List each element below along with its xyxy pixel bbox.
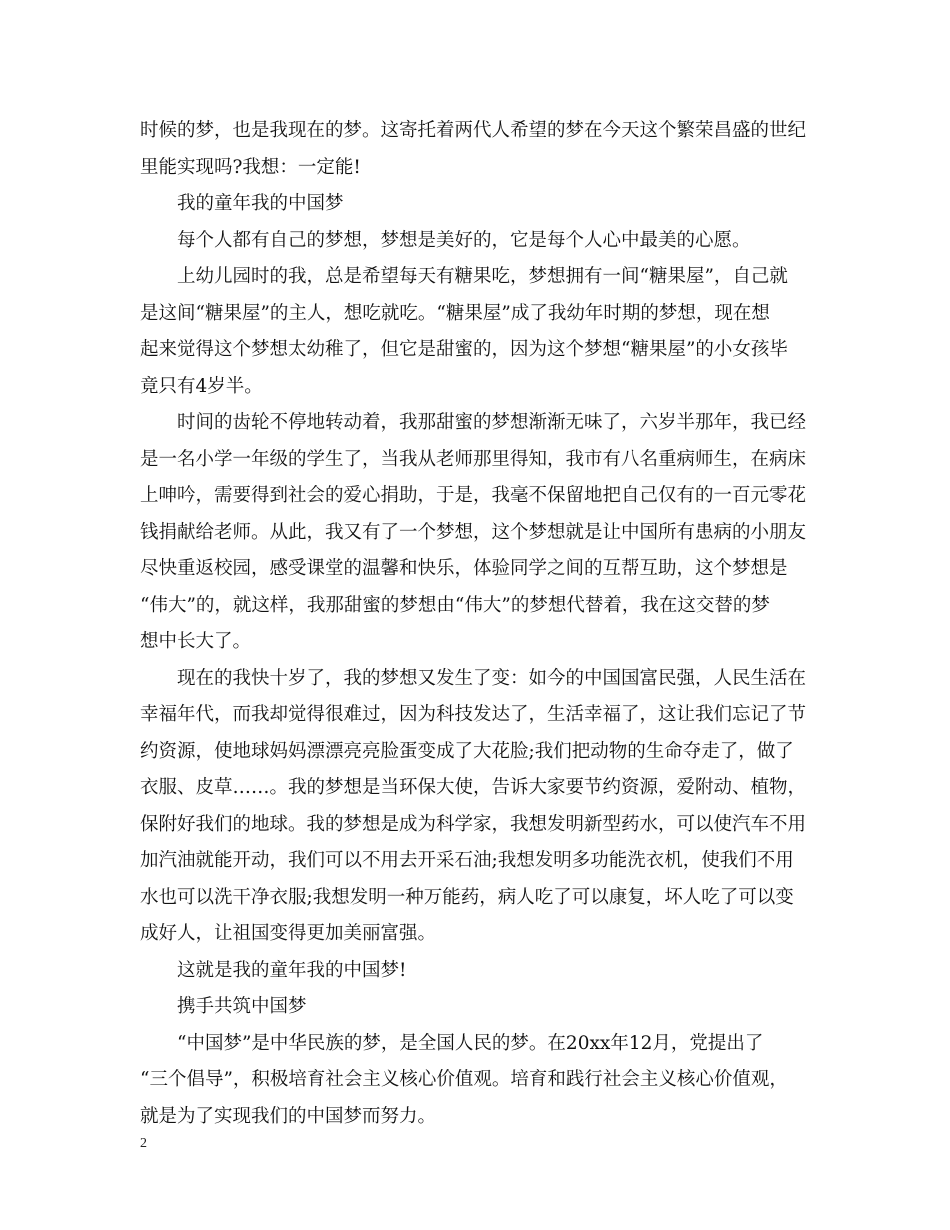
text-line: 时间的齿轮不停地转动着，我那甜蜜的梦想渐渐无味了，六岁半那年，我已经 — [177, 412, 807, 433]
text-line: 想中长大了。 — [140, 631, 252, 652]
text-line: 就是为了实现我们的中国梦而努力。 — [140, 1105, 437, 1127]
text-line: 上呻吟，需要得到社会的爱心捐助，于是，我毫不保留地把自己仅有的一百元零花 — [140, 485, 807, 506]
text-line: “三个倡导”，积极培育社会主义核心价值观。培育和践行社会主义核心价值观， — [140, 1069, 788, 1090]
text-line: 竟只有4岁半。 — [140, 375, 263, 397]
text-line: 是这间“糖果屋”的主人，想吃就吃。“糖果屋”成了我幼年时期的梦想，现在想 — [140, 302, 770, 324]
text-line: 水也可以洗干净衣服;我想发明一种万能药，病人吃了可以康复，坏人吃了可以变 — [140, 886, 794, 908]
text-line: 保附好我们的地球。我的梦想是成为科学家，我想发明新型药水，可以使汽车不用 — [140, 813, 807, 835]
text-line: “伟大”的，就这样，我那甜蜜的梦想由“伟大”的梦想代替着，我在这交替的梦 — [140, 594, 770, 616]
text-line: 我的童年我的中国梦 — [177, 193, 344, 214]
text-line: 起来觉得这个梦想太幼稚了，但它是甜蜜的，因为这个梦想“糖果屋”的小女孩毕 — [140, 339, 788, 360]
text-line: 时候的梦，也是我现在的梦。这寄托着两代人希望的梦在今天这个繁荣昌盛的世纪 — [140, 120, 807, 141]
document-body — [140, 113, 810, 1135]
text-line: 尽快重返校园，感受课堂的温馨和快乐，体验同学之间的互帮互助，这个梦想是 — [140, 558, 788, 579]
text-line: 衣服、皮草……。我的梦想是当环保大使，告诉大家要节约资源，爱附动、植物， — [140, 777, 807, 798]
text-line: 上幼儿园时的我，总是希望每天有糖果吃，梦想拥有一间“糖果屋”，自己就 — [177, 266, 788, 287]
text-line: “中国梦”是中华民族的梦，是全国人民的梦。在20xx年12月，党提出了 — [177, 1032, 764, 1054]
text-line: 这就是我的童年我的中国梦! — [177, 959, 407, 981]
text-line: 现在的我快十岁了，我的梦想又发生了变：如今的中国国富民强，人民生活在 — [177, 667, 807, 689]
text-line: 成好人，让祖国变得更加美丽富强。 — [140, 923, 437, 944]
text-line: 约资源，使地球妈妈漂漂亮亮脸蛋变成了大花脸;我们把动物的生命夺走了，做了 — [140, 740, 794, 762]
text-line: 是一名小学一年级的学生了，当我从老师那里得知，我市有八名重病师生，在病床 — [140, 448, 807, 470]
page-number: 2 — [140, 1136, 147, 1151]
text-line: 里能实现吗?我想：一定能! — [140, 156, 361, 178]
text-line: 钱捐献给老师。从此，我又有了一个梦想，这个梦想就是让中国所有患病的小朋友 — [140, 521, 807, 543]
text-line: 加汽油就能开动，我们可以不用去开采石油;我想发明多功能洗衣机，使我们不用 — [140, 850, 794, 871]
text-line: 携手共筑中国梦 — [177, 996, 307, 1017]
text-line: 每个人都有自己的梦想，梦想是美好的，它是每个人心中最美的心愿。 — [177, 229, 751, 251]
text-line: 幸福年代，而我却觉得很难过，因为科技发达了，生活幸福了，这让我们忘记了节 — [140, 704, 807, 725]
